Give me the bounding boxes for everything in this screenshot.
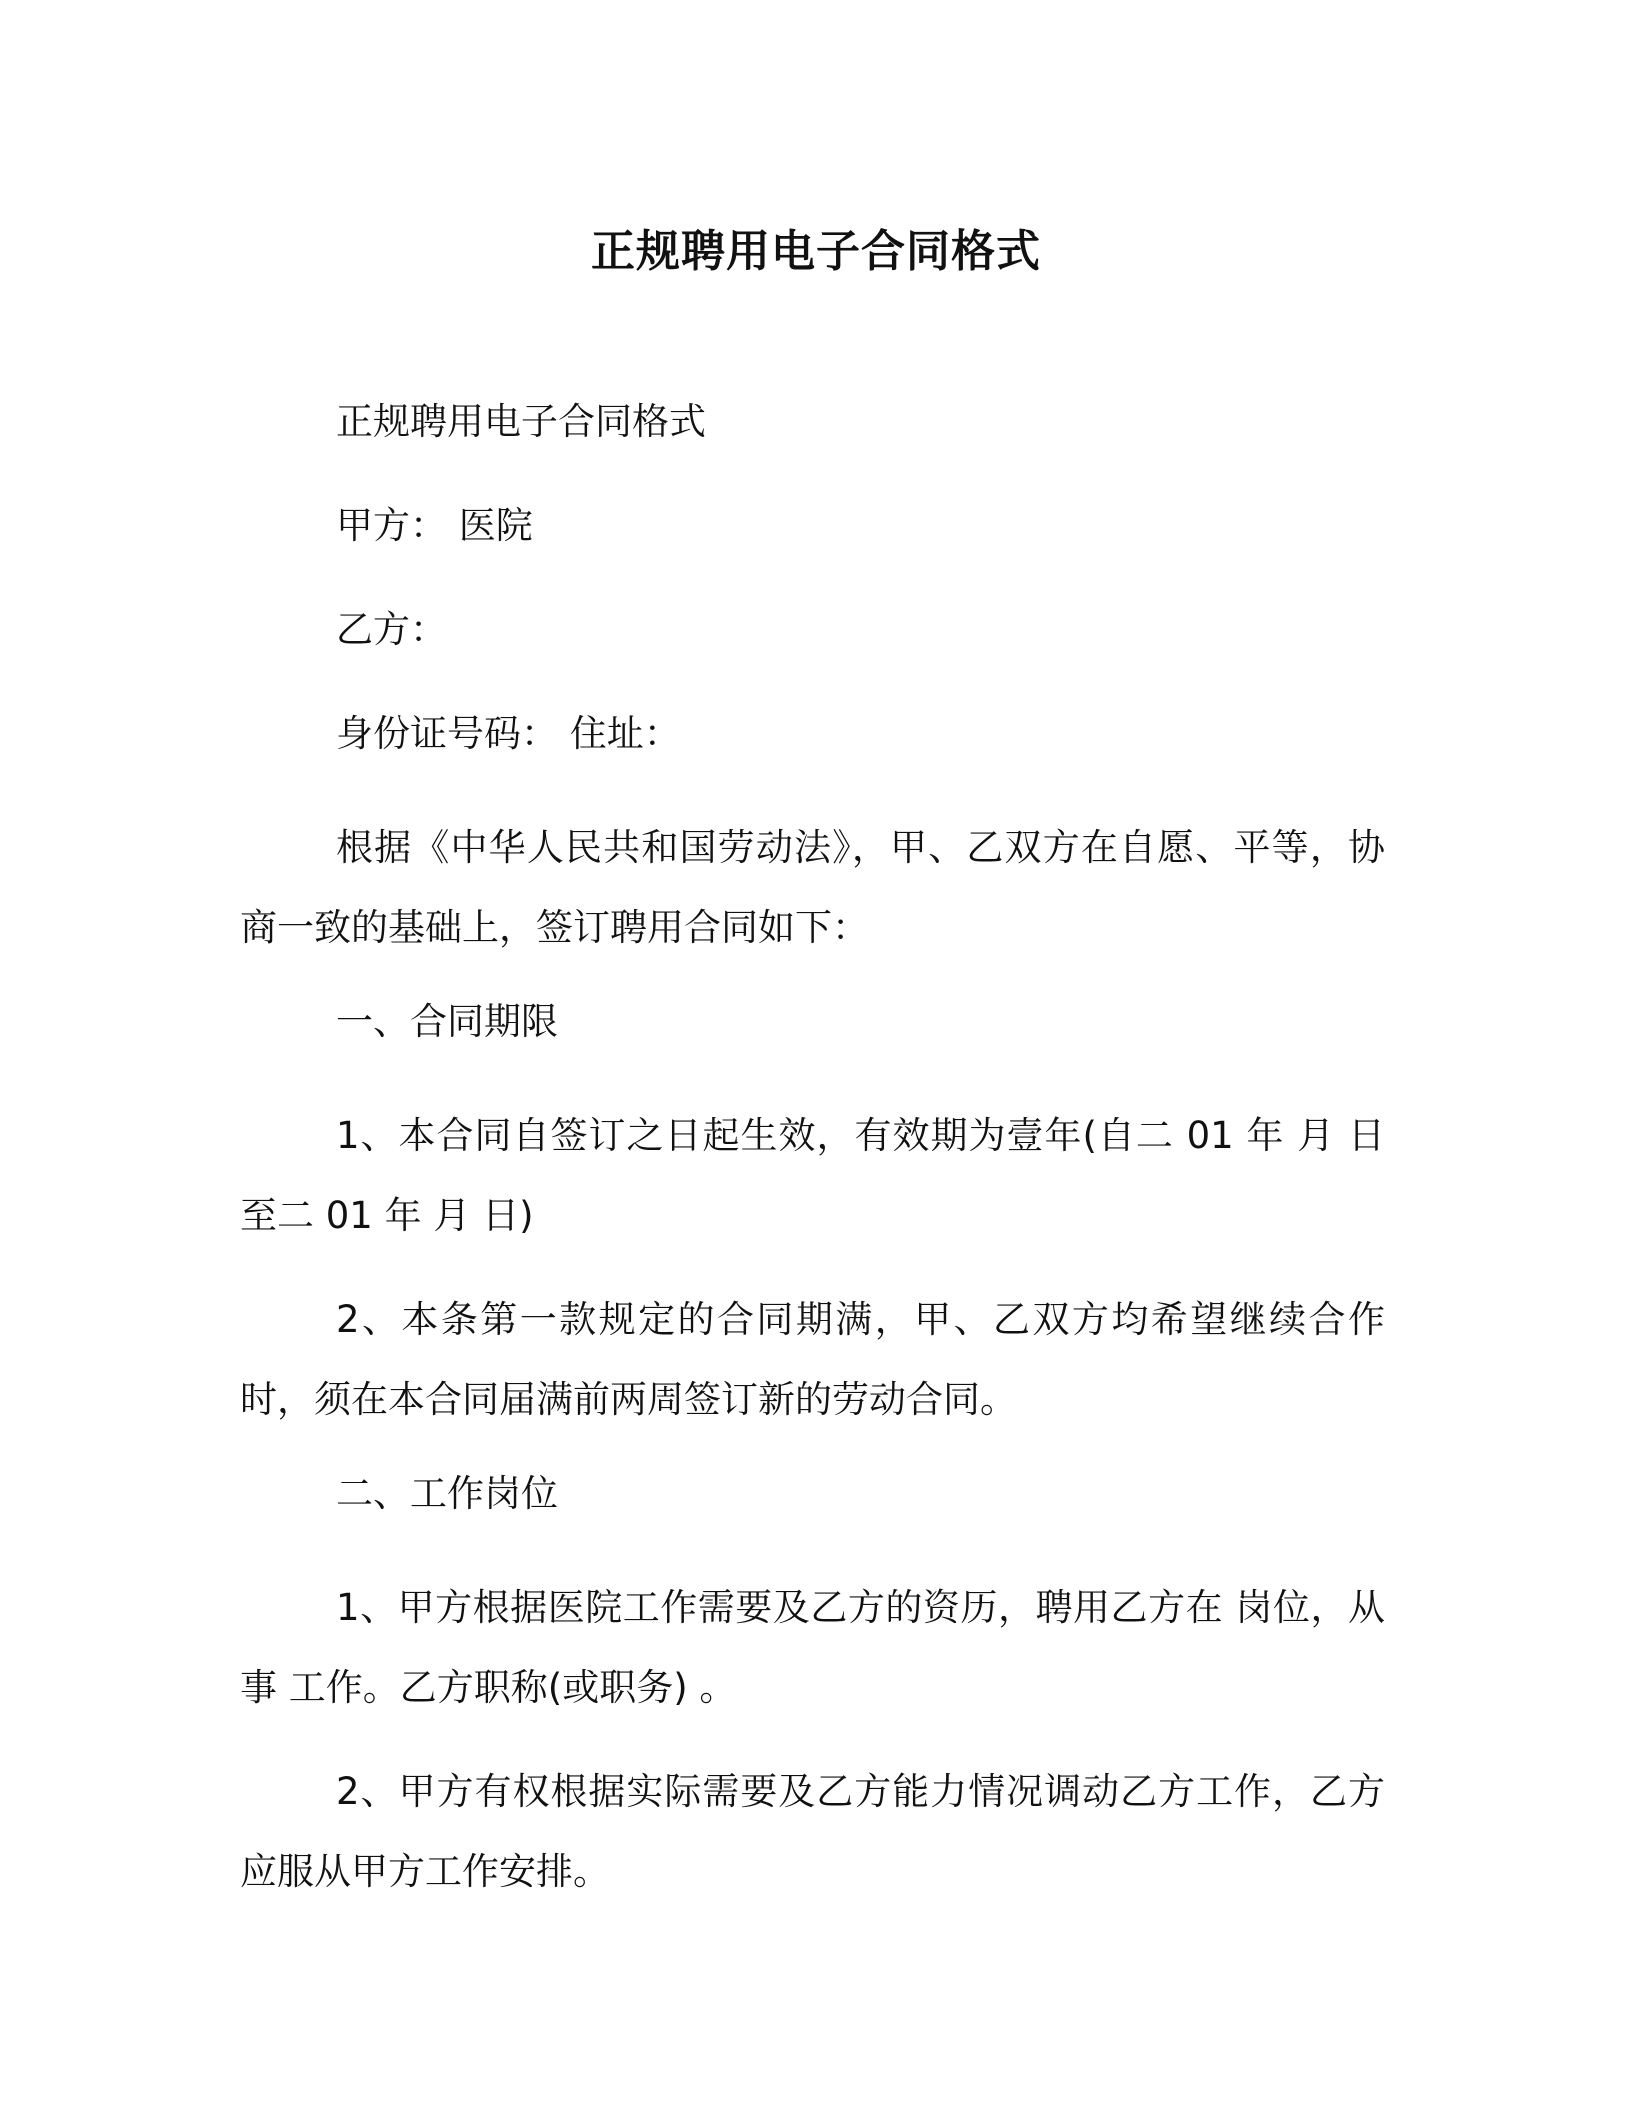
paragraph-id-address: 身份证号码： 住址： [336,712,681,755]
paragraph-party-a: 甲方： 医院 [336,504,533,547]
paragraph-position-2: 2、甲方有权根据实际需要及乙方能力情况调动乙方工作，乙方应服从甲方工作安排。 [240,1770,1385,1893]
document-body [240,392,1385,1936]
paragraph-party-b: 乙方： [336,608,447,651]
document-title: 正规聘用电子合同格式 [591,226,1041,277]
paragraph-term-1: 1、本合同自签订之日起生效，有效期为壹年(自二 01 年 月 日至二 01 年 月 日) [240,1114,1385,1237]
paragraph-term-2: 2、本条第一款规定的合同期满，甲、乙双方均希望继续合作时，须在本合同届满前两周签订新的劳动合同。 [240,1298,1385,1421]
paragraph-subtitle: 正规聘用电子合同格式 [336,400,706,443]
paragraph-preamble: 根据《中华人民共和国劳动法》，甲、乙双方在自愿、平等，协商一致的基础上，签订聘用合同如下： [240,826,1385,949]
section-heading-term: 一、合同期限 [336,1000,558,1043]
paragraph-position-1: 1、甲方根据医院工作需要及乙方的资历，聘用乙方在 岗位，从事 工作。乙方职称(或职务) 。 [240,1586,1385,1709]
section-heading-position: 二、工作岗位 [336,1472,558,1515]
